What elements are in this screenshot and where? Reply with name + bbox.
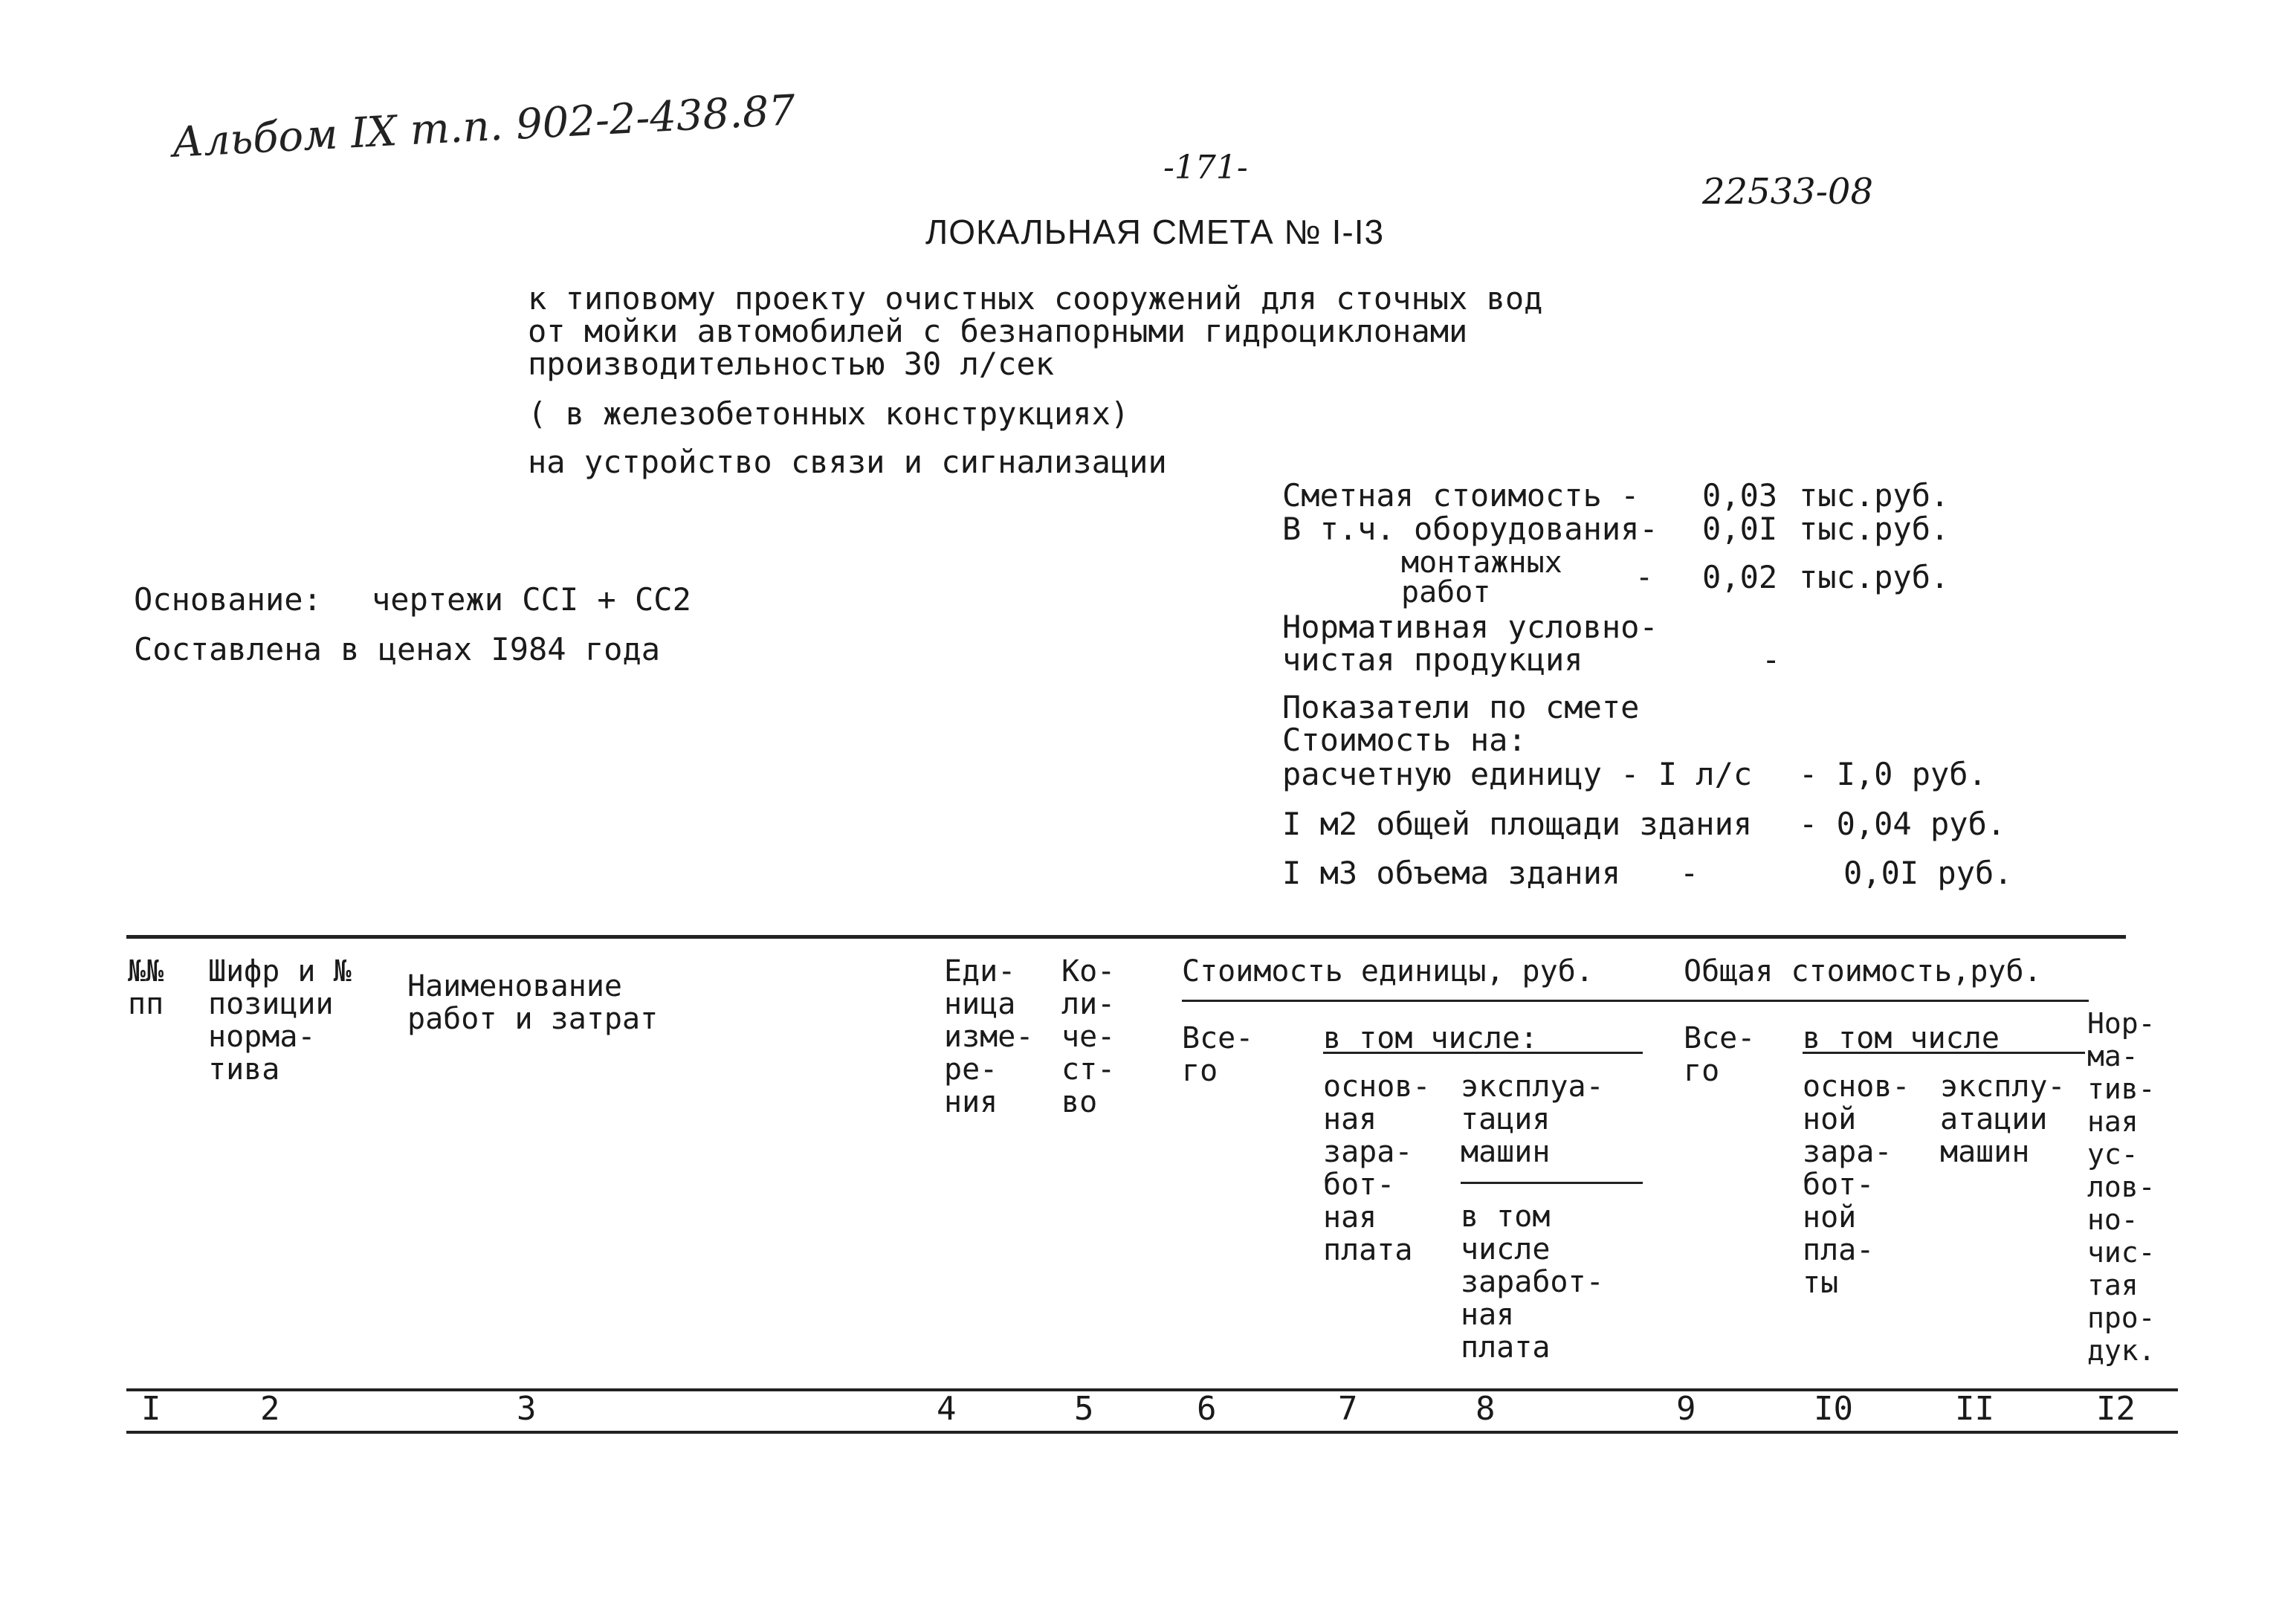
- prices-note: Составлена в ценах I984 года: [134, 631, 661, 667]
- album-annotation: Альбом IX т.п. 902-2-438.87: [171, 86, 797, 167]
- per-m2-label: I м2 общей площади здания: [1282, 806, 1753, 842]
- column-number: I: [141, 1390, 161, 1428]
- estimate-cost-unit: тыс.руб.: [1799, 477, 1950, 514]
- total-cost-header: Общая стоимость,руб.: [1684, 954, 2042, 989]
- col-header-code: Шифр и № позиции норма- тива: [208, 954, 352, 1087]
- per-m3-value: 0,0I руб.: [1843, 855, 2013, 891]
- col-header-base-wage: основ- ная зара- бот- ная плата: [1323, 1070, 1431, 1267]
- normative-value: -: [1762, 641, 1781, 678]
- install-value: 0,02: [1702, 559, 1778, 595]
- subtitle-line-5: на устройство связи и сигнализации: [528, 444, 1167, 480]
- document-title: ЛОКАЛЬНАЯ СМЕТА № I-I3: [925, 213, 1385, 251]
- column-number: 4: [937, 1390, 957, 1428]
- per-m3-dash: -: [1680, 855, 1699, 891]
- col-header-total-wage: основ- ной зара- бот- ной пла- ты: [1803, 1070, 1910, 1300]
- col-header-total-machines: эксплу- атации машин: [1940, 1070, 2066, 1169]
- column-number: 5: [1074, 1390, 1094, 1428]
- basis-value: чертежи ССI + СС2: [372, 581, 691, 618]
- per-m3-label: I м3 объема здания: [1282, 855, 1621, 891]
- subtitle-line-4: ( в железобетонных конструкциях): [528, 395, 1130, 432]
- install-unit: тыс.руб.: [1799, 559, 1950, 595]
- per-unit-value: - I,0 руб.: [1799, 756, 1987, 792]
- incl-header-2: в том числе: [1803, 1021, 2000, 1055]
- unit-cost-header: Стоимость единицы, руб.: [1182, 954, 1594, 989]
- column-number: 7: [1338, 1390, 1358, 1428]
- per-unit-label: расчетную единицу - I л/с: [1282, 756, 1753, 792]
- estimate-cost-label: Сметная стоимость -: [1282, 477, 1640, 514]
- column-number: I2: [2096, 1390, 2136, 1428]
- col-header-unit-total: Все- го: [1182, 1021, 1254, 1088]
- column-number: 3: [517, 1390, 537, 1428]
- normative-label-1: Нормативная условно-: [1282, 609, 1658, 645]
- subtitle-line-3: производительностью 30 л/сек: [528, 346, 1055, 382]
- col-header-grand-total: Все- го: [1684, 1021, 1756, 1088]
- col-header-machines-wage: в том числе заработ- ная плата: [1461, 1200, 1604, 1365]
- column-number: 2: [260, 1390, 280, 1428]
- col-header-name: Наименование работ и затрат: [407, 969, 659, 1036]
- document-code: 22533-08: [1702, 171, 1873, 213]
- table-top-rule: [126, 935, 2126, 939]
- column-number: 9: [1676, 1390, 1696, 1428]
- col-header-number: №№ пп: [128, 954, 164, 1021]
- column-numbers-rule: [126, 1431, 2178, 1434]
- equipment-label: В т.ч. оборудования-: [1282, 511, 1658, 547]
- equipment-value: 0,0I: [1702, 511, 1778, 547]
- incl-sub-rule: [1461, 1182, 1643, 1184]
- basis-label: Основание:: [134, 581, 322, 618]
- normative-label-2: чистая продукция: [1282, 641, 1583, 678]
- column-number: I0: [1814, 1390, 1853, 1428]
- cost-group-rule: [1182, 1000, 2089, 1002]
- col-header-unit: Еди- ница изме- ре- ния: [944, 954, 1034, 1119]
- subtitle-line-1: к типовому проекту очистных сооружений для сточных вод: [528, 280, 1543, 317]
- indicators-heading: Показатели по смете: [1282, 689, 1640, 725]
- cost-on-label: Стоимость на:: [1282, 722, 1527, 758]
- header-bottom-rule: [126, 1388, 2178, 1391]
- column-number: 6: [1197, 1390, 1217, 1428]
- per-m2-value: - 0,04 руб.: [1799, 806, 2006, 842]
- subtitle-line-2: от мойки автомобилей с безнапорными гидроциклонами: [528, 313, 1468, 349]
- column-number: II: [1955, 1390, 1994, 1428]
- incl-header-1: в том числе:: [1323, 1021, 1538, 1055]
- install-label-2: работ: [1401, 575, 1491, 609]
- column-number: 8: [1475, 1390, 1496, 1428]
- page-number: -171-: [1163, 149, 1248, 187]
- col-header-quantity: Ко- ли- че- ст- во: [1061, 954, 1116, 1119]
- col-header-normative: Нор- ма- тив- ная ус- лов- но- чис- тая про- дук.: [2087, 1007, 2156, 1367]
- install-label-1: монтажных: [1401, 546, 1562, 580]
- estimate-cost-value: 0,03: [1702, 477, 1778, 514]
- install-dash: -: [1635, 560, 1654, 595]
- col-header-machines: эксплуа- тация машин: [1461, 1070, 1604, 1169]
- equipment-unit: тыс.руб.: [1799, 511, 1950, 547]
